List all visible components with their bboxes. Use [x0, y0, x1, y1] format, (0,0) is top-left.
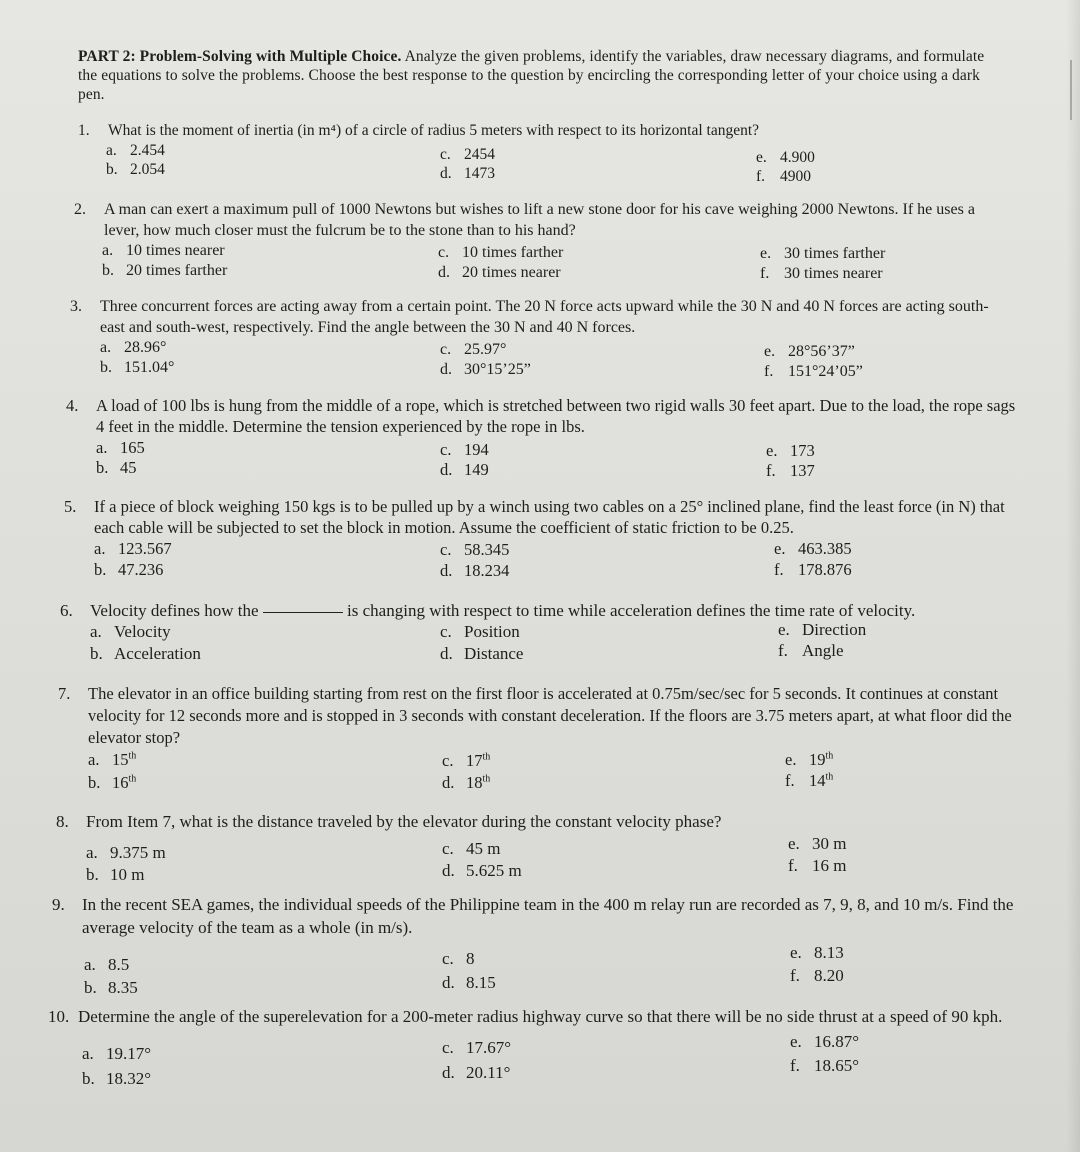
- choice-letter: e.: [756, 149, 767, 166]
- choice-text: 8.35: [108, 978, 138, 997]
- question-number: 8.: [56, 812, 69, 831]
- question-10-choices: [48, 1029, 1048, 1088]
- question-1-text: [78, 120, 1018, 141]
- choice-letter: e.: [785, 750, 797, 769]
- choice-letter: d.: [440, 561, 453, 580]
- choice-text: 8.13: [814, 943, 844, 962]
- choice-letter: f.: [760, 265, 770, 282]
- choice-text: 123.567: [118, 539, 172, 558]
- choice-4d[interactable]: [440, 460, 489, 480]
- choice-text: 20 times farther: [126, 262, 228, 279]
- question-number: 9.: [52, 895, 65, 914]
- choice-letter: a.: [100, 339, 112, 356]
- question-prompt: Determine the angle of the superelevation for a 200-meter radius highway curve so that there will be no side thrust at a speed of 90 kph.: [78, 1007, 1003, 1026]
- choice-8b[interactable]: [86, 865, 144, 885]
- choice-ordinal: 15: [112, 750, 129, 769]
- choice-7e[interactable]: [785, 750, 833, 770]
- choice-letter: b.: [94, 560, 107, 579]
- choice-letter: b.: [86, 865, 99, 884]
- choice-text: 8.20: [814, 966, 844, 985]
- choice-letter: a.: [106, 142, 117, 159]
- ordinal-suffix: th: [482, 773, 491, 785]
- choice-3d[interactable]: [440, 361, 531, 379]
- ordinal-suffix: th: [825, 750, 834, 762]
- choice-3e[interactable]: [764, 343, 855, 361]
- choice-ordinal: 14: [809, 771, 826, 790]
- choice-9d[interactable]: [442, 973, 496, 993]
- choice-text: 149: [464, 460, 489, 479]
- choice-text: 18.234: [464, 561, 510, 580]
- choice-letter: e.: [760, 245, 772, 262]
- question-2-text: [74, 199, 984, 241]
- question-10-text: [48, 1005, 1048, 1028]
- question-8-text: [56, 811, 1036, 832]
- choice-9e[interactable]: [790, 943, 844, 963]
- choice-text: 10 m: [110, 865, 145, 884]
- choice-5a[interactable]: [94, 539, 172, 559]
- choice-text: 28°56’37”: [788, 343, 855, 360]
- choice-letter: e.: [764, 343, 776, 360]
- choice-letter: a.: [90, 622, 102, 641]
- choice-6f[interactable]: [778, 641, 844, 661]
- question-2: [74, 199, 984, 284]
- choice-letter: c.: [438, 244, 450, 261]
- ordinal-suffix: th: [482, 751, 491, 763]
- choice-text: 19.17°: [106, 1044, 152, 1063]
- question-6-text: [60, 600, 1030, 621]
- choice-2e[interactable]: [760, 245, 885, 263]
- choice-text: 4.900: [780, 149, 815, 166]
- choice-10e[interactable]: [790, 1032, 859, 1052]
- question-number: 10.: [48, 1007, 70, 1026]
- choice-8a[interactable]: [86, 843, 166, 863]
- choice-text: 28.96°: [124, 339, 167, 356]
- choice-letter: c.: [442, 949, 454, 968]
- choice-letter: f.: [790, 1056, 800, 1075]
- choice-7a[interactable]: [88, 750, 136, 770]
- question-3: [70, 296, 1000, 381]
- question-prompt: From Item 7, what is the distance traveled by the elevator during the constant velocity phase?: [86, 812, 722, 831]
- choice-7d[interactable]: [442, 773, 490, 793]
- choice-text: 4900: [780, 168, 811, 185]
- choice-9f[interactable]: [790, 966, 844, 986]
- choice-letter: b.: [100, 359, 112, 376]
- choice-text: 137: [790, 461, 815, 480]
- choice-ordinal: 18: [466, 773, 483, 792]
- choice-letter: f.: [778, 641, 788, 660]
- choice-8d[interactable]: [442, 861, 522, 881]
- choice-text: 2454: [464, 146, 495, 163]
- choice-1d[interactable]: [440, 165, 495, 183]
- choice-text: 18.32°: [106, 1069, 152, 1088]
- choice-letter: d.: [442, 973, 455, 992]
- question-prompt: Three concurrent forces are acting away from a certain point. The 20 N force acts upward while the 30 N and 40 N forces are acting south-east and south-west, respectively. Find the angle between the 30 N and 40 N forces.: [100, 298, 989, 336]
- choice-text: Acceleration: [114, 644, 201, 663]
- choice-text: 20.11°: [466, 1063, 511, 1082]
- question-prompt: What is the moment of inertia (in m⁴) of a circle of radius 5 meters with respect to its horizontal tangent?: [108, 122, 760, 139]
- choice-text: 2.054: [130, 161, 165, 178]
- choice-5b[interactable]: [94, 560, 163, 580]
- page-edge-mark: [1070, 60, 1072, 120]
- ordinal-suffix: th: [128, 750, 137, 762]
- choice-letter: b.: [106, 161, 118, 178]
- choice-10a[interactable]: [82, 1044, 151, 1064]
- choice-letter: d.: [440, 165, 452, 182]
- question-7-choices: [58, 750, 1033, 796]
- choice-ordinal: 19: [809, 750, 826, 769]
- choice-letter: a.: [88, 750, 100, 769]
- question-4-choices: [66, 438, 1016, 480]
- choice-text: 151.04°: [124, 359, 175, 376]
- choice-text: 16 m: [812, 856, 847, 875]
- choice-letter: b.: [90, 644, 103, 663]
- question-7: [58, 683, 1033, 796]
- question-number: 2.: [74, 201, 86, 218]
- question-9-choices: [52, 940, 1042, 997]
- choice-ordinal: 16: [112, 773, 129, 792]
- choice-7c[interactable]: [442, 751, 490, 771]
- choice-5c[interactable]: [440, 540, 509, 560]
- question-2-choices: [74, 242, 984, 284]
- choice-letter: e.: [790, 1032, 802, 1051]
- choice-letter: c.: [442, 1038, 454, 1057]
- ordinal-suffix: th: [128, 773, 137, 785]
- choice-text: 47.236: [118, 560, 164, 579]
- choice-5e[interactable]: [774, 539, 852, 559]
- choice-text: 151°24’05”: [788, 363, 863, 380]
- choice-10f[interactable]: [790, 1056, 859, 1076]
- choice-6b[interactable]: [90, 644, 201, 664]
- question-5-choices: [64, 539, 1024, 581]
- question-prompt-start: Velocity defines how the: [90, 601, 259, 620]
- choice-letter: c.: [442, 839, 454, 858]
- choice-10d[interactable]: [442, 1063, 510, 1083]
- choice-6e[interactable]: [778, 620, 866, 640]
- choice-2a[interactable]: [102, 242, 225, 260]
- choice-text: 18.65°: [814, 1056, 860, 1075]
- question-number: 6.: [60, 601, 73, 620]
- question-9: [52, 893, 1042, 997]
- question-1: [78, 120, 1018, 185]
- choice-3f[interactable]: [764, 363, 863, 381]
- choice-text: 178.876: [798, 560, 852, 579]
- choice-letter: d.: [442, 1063, 455, 1082]
- question-7-text: [58, 683, 1033, 749]
- question-8-choices: [56, 833, 1036, 884]
- choice-text: 25.97°: [464, 341, 507, 358]
- choice-text: 17.67°: [466, 1038, 512, 1057]
- choice-text: 1473: [464, 165, 495, 182]
- choice-letter: f.: [788, 856, 798, 875]
- choice-10c[interactable]: [442, 1038, 511, 1058]
- choice-text: 30 times nearer: [784, 265, 883, 282]
- choice-letter: b.: [102, 262, 114, 279]
- choice-letter: c.: [440, 622, 452, 641]
- choice-7f[interactable]: [785, 771, 833, 791]
- question-3-text: [70, 296, 1000, 338]
- choice-2c[interactable]: [438, 244, 563, 262]
- question-prompt: The elevator in an office building starting from rest on the first floor is accelerated at 0.75m/sec/sec for 5 seconds. It continues at constant velocity for 12 seconds more and is stopped in 3 seconds with constant deceleration. If the floors are 3.75 meters apart, at what floor did the elevator stop?: [88, 684, 1012, 747]
- question-1-choices: [78, 142, 1018, 185]
- choice-letter: f.: [756, 168, 766, 185]
- choice-text: 20 times nearer: [462, 264, 561, 281]
- question-prompt: A man can exert a maximum pull of 1000 Newtons but wishes to lift a new stone door for his cave weighing 2000 Newtons. If he uses a lever, how much closer must the fulcrum be to the stone than to his hand?: [104, 201, 975, 239]
- choice-text: 30°15’25”: [464, 361, 531, 378]
- choice-letter: b.: [84, 978, 97, 997]
- choice-letter: d.: [440, 361, 452, 378]
- choice-text: 8.15: [466, 973, 496, 992]
- choice-letter: a.: [82, 1044, 94, 1063]
- choice-text: 45: [120, 458, 137, 477]
- choice-letter: e.: [778, 620, 790, 639]
- choice-text: 463.385: [798, 539, 852, 558]
- question-5-text: [64, 496, 1024, 538]
- choice-text: 194: [464, 440, 489, 459]
- choice-4e[interactable]: [766, 441, 815, 461]
- part-2-instructions: [78, 47, 998, 104]
- question-prompt: If a piece of block weighing 150 kgs is to be pulled up by a winch using two cables on a 25° inclined plane, find the least force (in N) that each cable will be subjected to set the block in motion. Assume the coefficient of static friction to be 0.25.: [94, 497, 1005, 537]
- choice-4c[interactable]: [440, 440, 489, 460]
- choice-3b[interactable]: [100, 359, 174, 377]
- question-8: [56, 811, 1036, 884]
- ordinal-suffix: th: [825, 771, 834, 783]
- choice-4b[interactable]: [96, 458, 137, 478]
- choice-letter: a.: [96, 438, 108, 457]
- choice-9a[interactable]: [84, 955, 129, 975]
- choice-letter: c.: [440, 440, 452, 459]
- choice-text: Angle: [802, 641, 844, 660]
- choice-text: 10 times nearer: [126, 242, 225, 259]
- choice-text: 2.454: [130, 142, 165, 159]
- choice-letter: e.: [774, 539, 786, 558]
- choice-letter: c.: [440, 146, 451, 163]
- question-4-text: [66, 395, 1016, 437]
- choice-text: 8.5: [108, 955, 130, 974]
- choice-letter: f.: [790, 966, 800, 985]
- choice-text: Direction: [802, 620, 867, 639]
- choice-1f[interactable]: [756, 168, 811, 186]
- choice-1e[interactable]: [756, 149, 815, 167]
- question-prompt-end: is changing with respect to time while acceleration defines the time rate of velocity.: [347, 601, 916, 620]
- choice-letter: b.: [88, 773, 101, 792]
- choice-letter: d.: [442, 861, 455, 880]
- choice-10b[interactable]: [82, 1069, 151, 1089]
- choice-text: 8: [466, 949, 475, 968]
- choice-4a[interactable]: [96, 438, 145, 458]
- choice-letter: e.: [790, 943, 802, 962]
- choice-text: 16.87°: [814, 1032, 860, 1051]
- choice-6c[interactable]: [440, 622, 520, 642]
- choice-2b[interactable]: [102, 262, 227, 280]
- choice-letter: f.: [774, 560, 784, 579]
- choice-text: 30 m: [812, 834, 847, 853]
- question-number: 4.: [66, 396, 79, 415]
- choice-letter: e.: [788, 834, 800, 853]
- choice-text: 10 times farther: [462, 244, 564, 261]
- choice-4f[interactable]: [766, 461, 815, 481]
- choice-8f[interactable]: [788, 856, 846, 876]
- instructions-text: Analyze the given problems, identify the variables, draw necessary diagrams, and formulate the equations to solve the problems. Choose the best response to the question by encircling the corresponding letter of your choice using a dark pen.: [78, 48, 985, 103]
- choice-letter: c.: [440, 540, 452, 559]
- choice-letter: e.: [766, 441, 778, 460]
- choice-letter: f.: [764, 363, 774, 380]
- choice-text: 45 m: [466, 839, 501, 858]
- question-6: [60, 600, 1030, 666]
- question-9-text: [52, 893, 1042, 939]
- question-6-choices: [60, 622, 1030, 666]
- choice-letter: a.: [84, 955, 96, 974]
- choice-1b[interactable]: [106, 161, 165, 179]
- choice-letter: b.: [82, 1069, 95, 1088]
- instructions-lead: PART 2: Problem-Solving with Multiple Choice.: [78, 48, 402, 65]
- choice-letter: d.: [440, 460, 453, 479]
- choice-5f[interactable]: [774, 560, 852, 580]
- choice-letter: c.: [440, 341, 452, 358]
- question-number: 3.: [70, 298, 82, 315]
- question-number: 7.: [58, 684, 71, 703]
- choice-3a[interactable]: [100, 339, 166, 357]
- question-number: 5.: [64, 497, 77, 516]
- choice-8e[interactable]: [788, 834, 846, 854]
- choice-letter: c.: [442, 751, 454, 770]
- choice-text: Distance: [464, 644, 524, 663]
- question-prompt: In the recent SEA games, the individual speeds of the Philippine team in the 400 m relay run are recorded as 7, 9, 8, and 10 m/s. Find the average velocity of the team as a whole (in m/s).: [82, 895, 1014, 937]
- page-edge-shadow: [1066, 0, 1080, 1152]
- choice-letter: d.: [440, 644, 453, 663]
- choice-5d[interactable]: [440, 561, 509, 581]
- fill-in-blank[interactable]: [263, 611, 343, 613]
- choice-letter: a.: [94, 539, 106, 558]
- choice-text: 5.625 m: [466, 861, 522, 880]
- choice-text: Velocity: [114, 622, 171, 641]
- choice-8c[interactable]: [442, 839, 500, 859]
- choice-1a[interactable]: [106, 142, 165, 160]
- choice-text: 173: [790, 441, 815, 460]
- choice-9b[interactable]: [84, 978, 138, 998]
- choice-9c[interactable]: [442, 949, 475, 969]
- choice-letter: d.: [438, 264, 450, 281]
- choice-2d[interactable]: [438, 264, 561, 282]
- question-5: [64, 496, 1024, 581]
- choice-text: 9.375 m: [110, 843, 166, 862]
- question-prompt: A load of 100 lbs is hung from the middle of a rope, which is stretched between two rigid walls 30 feet apart. Due to the load, the rope sags 4 feet in the middle. Determine the tension experienced by the rope in lbs.: [96, 396, 1016, 436]
- choice-1c[interactable]: [440, 146, 495, 164]
- choice-7b[interactable]: [88, 773, 136, 793]
- question-4: [66, 395, 1016, 480]
- choice-letter: a.: [86, 843, 98, 862]
- choice-text: 165: [120, 438, 145, 457]
- choice-text: 58.345: [464, 540, 510, 559]
- question-3-choices: [70, 339, 1000, 381]
- choice-2f[interactable]: [760, 265, 883, 283]
- choice-3c[interactable]: [440, 341, 506, 359]
- choice-6d[interactable]: [440, 644, 523, 664]
- choice-letter: f.: [785, 771, 795, 790]
- choice-letter: d.: [442, 773, 455, 792]
- choice-6a[interactable]: [90, 622, 171, 642]
- question-number: 1.: [78, 122, 90, 139]
- choice-letter: b.: [96, 458, 109, 477]
- choice-text: Position: [464, 622, 520, 641]
- question-10: [48, 1005, 1048, 1088]
- choice-text: 30 times farther: [784, 245, 886, 262]
- choice-letter: a.: [102, 242, 114, 259]
- choice-letter: f.: [766, 461, 776, 480]
- choice-ordinal: 17: [466, 751, 483, 770]
